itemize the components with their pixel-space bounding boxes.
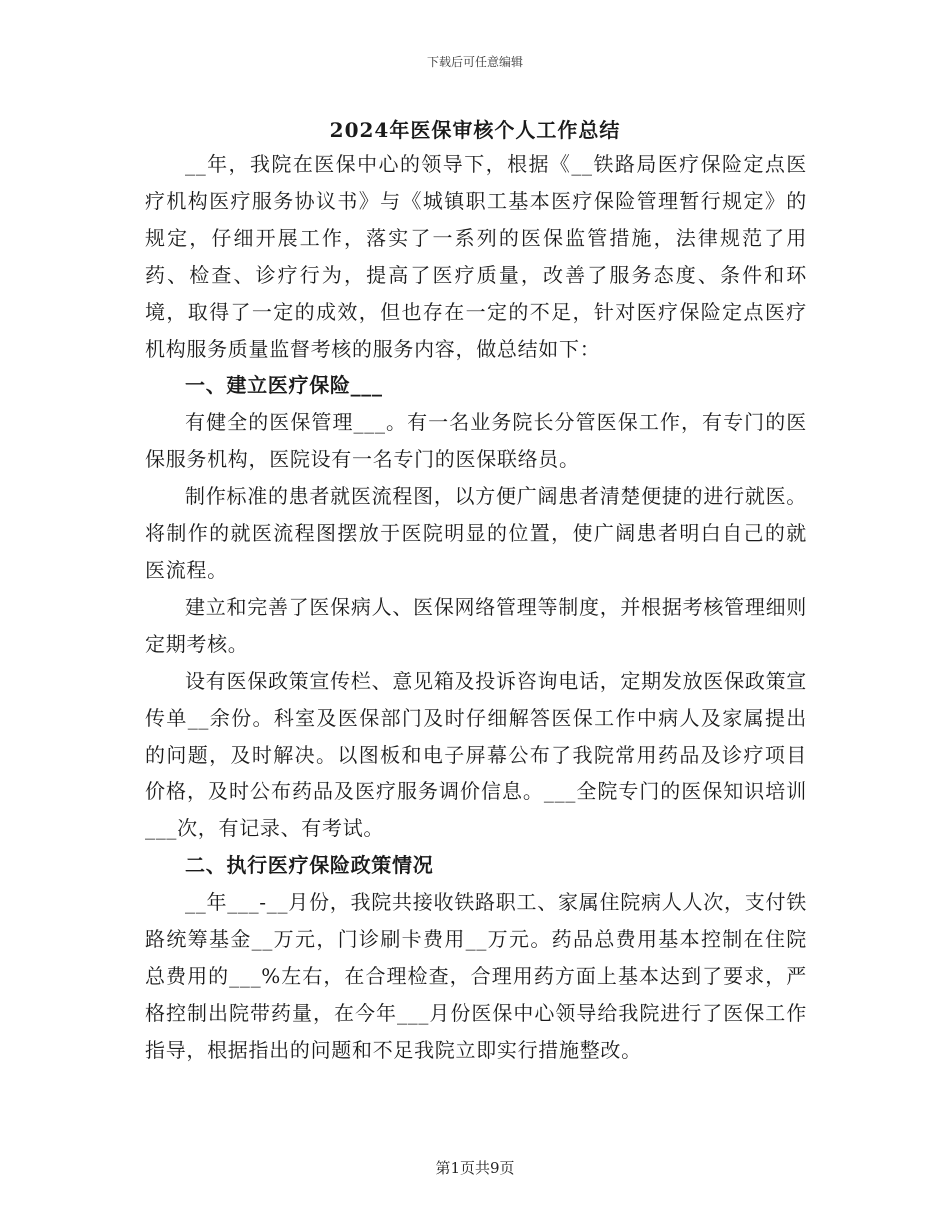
document-title: 2024年医保审核个人工作总结 (329, 118, 621, 142)
paragraph-publicity: 设有医保政策宣传栏、意见箱及投诉咨询电话，定期发放医保政策宣传单__余份。科室及医保部门及时仔细解答医保工作中病人及家属提出的问题，及时解决。以图板和电子屏幕公布了我院常用药品及诊疗项目价格，及时公布药品及医疗服务调价信息。___全院专门的医保知识培训___次，有记录、有考试。 (145, 668, 807, 841)
paragraph-policy: __年___-__月份，我院共接收铁路职工、家属住院病人人次，支付铁路统筹基金__万元，门诊刷卡费用__万元。药品总费用基本控制在住院总费用的___%左右，在合理检查，合理用药方面上基本达到了要求，严格控制出院带药量，在今年___月份医保中心领导给我院进行了医保工作指导，根据指出的问题和不足我院立即实行措施整改。 (145, 890, 807, 1062)
paragraph-flowchart: 制作标准的患者就医流程图，以方便广阔患者清楚便捷的进行就医。将制作的就医流程图摆放于医院明显的位置，使广阔患者明白自己的就医流程。 (145, 484, 807, 582)
paragraph-intro: __年，我院在医保中心的领导下，根据《__铁路局医疗保险定点医疗机构医疗服务协议书》与《城镇职工基本医疗保险管理暂行规定》的规定，仔细开展工作，落实了一系列的医保监管措施，法律规范了用药、检查、诊疗行为，提高了医疗质量，改善了服务态度、条件和环境，取得了一定的成效，但也存在一定的不足，针对医疗保险定点医疗机构服务质量监督考核的服务内容，做总结如下： (145, 152, 807, 361)
page-number: 第1页共9页 (435, 1159, 515, 1177)
paragraph-management: 有健全的医保管理___。有一名业务院长分管医保工作，有专门的医保服务机构，医院设有一名专门的医保联络员。 (145, 410, 807, 472)
document-body (145, 146, 807, 1069)
paragraph-rules: 建立和完善了医保病人、医保网络管理等制度，并根据考核管理细则定期考核。 (145, 594, 807, 656)
section-heading-2: 二、执行医疗保险政策情况 (185, 853, 434, 878)
section-heading-1: 一、建立医疗保险___ (185, 373, 383, 398)
header-note: 下载后可任意编辑 (426, 55, 523, 69)
